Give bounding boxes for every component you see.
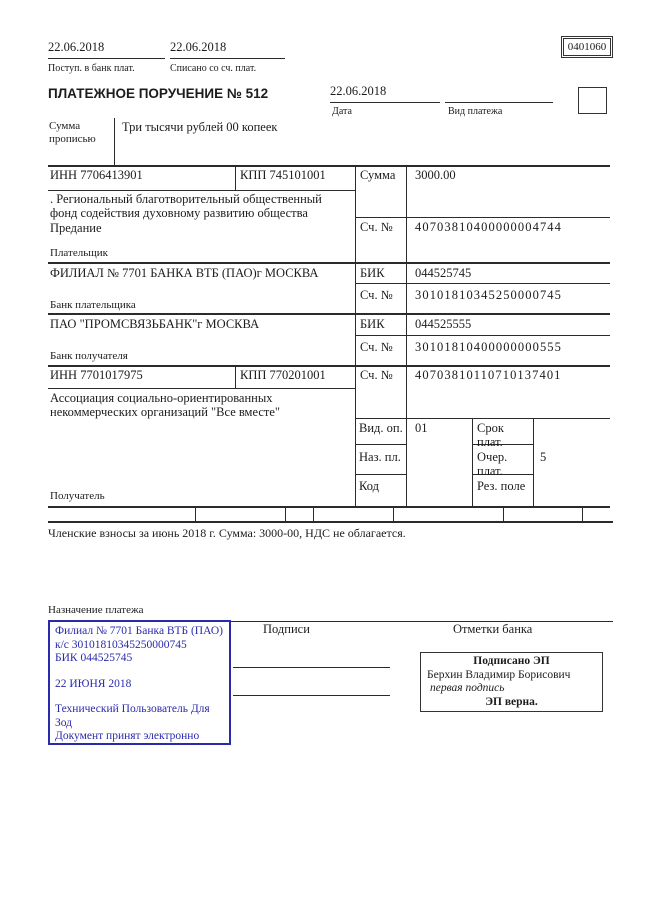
table-line: [48, 165, 610, 167]
account-label: Сч. №: [360, 288, 393, 302]
table-line: [355, 165, 356, 506]
received-date-label: Поступ. в банк плат.: [48, 63, 135, 74]
esign-title: Подписано ЭП: [473, 655, 550, 667]
payee-bank-section-label: Банк получателя: [50, 350, 128, 362]
debited-date-field: [170, 40, 285, 59]
blue-stamp-line: 22 ИЮНЯ 2018: [55, 677, 132, 690]
table-line: [48, 190, 355, 191]
table-line: [313, 506, 314, 521]
document-date: 22.06.2018: [330, 84, 387, 98]
sum-label: Сумма: [360, 168, 396, 182]
amount-words-label: Сумма прописью: [49, 120, 96, 145]
blue-stamp-line: к/с 30101810345250000745: [55, 638, 187, 651]
table-line: [355, 474, 406, 475]
payer-bank-bik: 044525745: [415, 266, 472, 280]
bank-blue-stamp: [48, 620, 231, 745]
form-code-box: 0401060: [563, 38, 611, 56]
page-title: ПЛАТЕЖНОЕ ПОРУЧЕНИЕ № 512: [48, 86, 269, 101]
table-line: [48, 262, 610, 264]
esign-name: Берхин Владимир Борисович: [427, 668, 571, 681]
table-line: [48, 365, 610, 367]
payer-inn: ИНН 7706413901: [50, 168, 143, 182]
payer-name: . Региональный благотворительный общественный фонд содействия духовному развитию общества Предание: [50, 192, 322, 235]
table-line: [48, 521, 613, 523]
received-date: 22.06.2018: [48, 40, 105, 54]
account-label: Сч. №: [360, 220, 393, 234]
account-label: Сч. №: [360, 340, 393, 354]
table-line: [355, 444, 406, 445]
esign-verified: ЭП верна.: [485, 695, 538, 708]
pay-term-label: Срок плат.: [477, 421, 504, 450]
debited-date: 22.06.2018: [170, 40, 227, 54]
table-line: [355, 217, 610, 218]
account-label: Сч. №: [360, 368, 393, 382]
signature-line: [233, 667, 390, 668]
bik-label: БИК: [360, 317, 385, 331]
table-line: [533, 418, 534, 506]
payer-bank-section-label: Банк плательщика: [50, 299, 136, 311]
table-line: [355, 418, 610, 419]
payment-type-field: [445, 84, 553, 103]
payer-account: 40703810400000004744: [415, 220, 562, 234]
blue-stamp-line: БИК 044525745: [55, 652, 133, 664]
bank-marks-heading: Отметки банка: [453, 622, 533, 636]
pay-order-value: 5: [540, 450, 547, 464]
table-line: [235, 365, 236, 388]
purpose-label: Назначение платежа: [48, 604, 144, 616]
table-line: [582, 506, 583, 521]
signature-line: [233, 695, 390, 696]
payee-name: Ассоциация социально-ориентированных некоммерческих организаций "Все вместе": [50, 391, 280, 420]
payee-bank-name: ПАО "ПРОМСВЯЗЬБАНК"г МОСКВА: [50, 317, 260, 331]
purpose-text: Членские взносы за июнь 2018 г. Сумма: 3000-00, НДС не облагается.: [48, 526, 406, 540]
payment-type-checkbox: [578, 87, 607, 114]
payee-bank-bik: 044525555: [415, 317, 472, 331]
table-line: [355, 335, 610, 336]
table-line: [406, 165, 407, 506]
op-type-label: Вид. оп.: [359, 421, 403, 435]
payer-bank-account: 30101810345250000745: [415, 288, 562, 302]
blue-stamp-line: Технический Пользователь Для Зод: [55, 703, 210, 729]
sum-value: 3000.00: [415, 168, 456, 182]
signatures-heading: Подписи: [263, 622, 310, 636]
amount-words-value: Три тысячи рублей 00 копеек: [122, 120, 278, 134]
table-line: [48, 313, 610, 315]
pay-purpose-label: Наз. пл.: [359, 450, 401, 464]
payee-inn: ИНН 7701017975: [50, 368, 143, 382]
table-line: [48, 388, 355, 389]
payment-type-label: Вид платежа: [448, 106, 503, 117]
document-date-field: [330, 84, 440, 103]
esign-stamp: [420, 652, 603, 712]
res-field-label: Рез. поле: [477, 479, 526, 493]
pay-order-label: Очер. плат.: [477, 450, 508, 479]
payee-bank-account: 30101810400000000555: [415, 340, 562, 354]
payer-section-label: Плательщик: [50, 247, 108, 259]
debited-date-label: Списано со сч. плат.: [170, 63, 257, 74]
code-label: Код: [359, 479, 379, 493]
table-line: [235, 165, 236, 190]
payee-account: 40703810110710137401: [415, 368, 562, 382]
payee-section-label: Получатель: [50, 490, 105, 502]
table-line: [393, 506, 394, 521]
table-line: [195, 506, 196, 521]
blue-stamp-line: Документ принят электронно: [55, 730, 200, 742]
op-type-value: 01: [415, 421, 428, 435]
blue-stamp-gap: [55, 666, 227, 678]
table-line: [503, 506, 504, 521]
table-line: [285, 506, 286, 521]
date-label: Дата: [332, 106, 352, 117]
bik-label: БИК: [360, 266, 385, 280]
payer-bank-name: ФИЛИАЛ № 7701 БАНКА ВТБ (ПАО)г МОСКВА: [50, 266, 319, 280]
blue-stamp-line: Филиал № 7701 Банка ВТБ (ПАО): [55, 625, 223, 637]
received-date-field: [48, 40, 165, 59]
table-line: [355, 283, 610, 284]
payer-kpp: КПП 745101001: [240, 168, 326, 182]
blue-stamp-gap: [55, 691, 227, 703]
table-line: [48, 506, 610, 508]
table-line: [114, 118, 115, 165]
table-line: [472, 418, 473, 506]
esign-role: первая подпись: [430, 682, 505, 695]
payee-kpp: КПП 770201001: [240, 368, 326, 382]
